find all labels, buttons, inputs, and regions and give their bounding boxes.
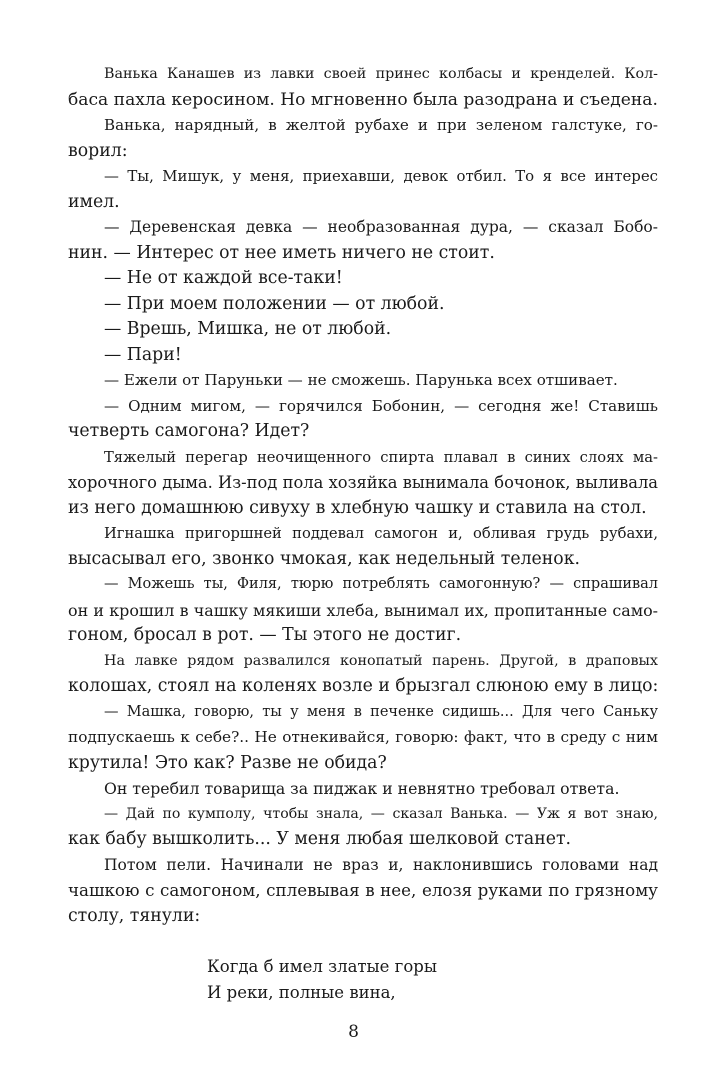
text-line: крутила! Это как? Разве не обида?: [68, 752, 387, 773]
text-line: — Ежели от Паруньки — не сможешь. Парунька всех отшивает.: [104, 371, 618, 389]
verse-line: И реки, полные вина,: [207, 982, 396, 1002]
text-line: — Дай по кумполу, чтобы знала, — сказал Ванька. — Уж я вот знаю,: [104, 805, 658, 822]
text-line: — Пари!: [104, 344, 182, 365]
paragraph: [68, 700, 658, 777]
text-line: — Машка, говорю, ты у меня в печенке сидишь... Для чего Саньку: [104, 703, 658, 720]
paragraph: [68, 572, 658, 649]
text-line: столу, тянули:: [68, 905, 201, 926]
text-line: — При моем положении — от любой.: [104, 293, 445, 314]
text-line: чашкою с самогоном, сплевывая в нее, елозя руками по грязному: [68, 880, 658, 900]
paragraph: [68, 317, 658, 343]
text-line: Потом пели. Начинали не враз и, наклонившись головами над: [104, 855, 658, 874]
text-line: из него домашнюю сивуху в хлебную чашку и ставила на стол.: [68, 497, 647, 518]
paragraph: [68, 445, 658, 522]
text-line: как бабу вышколить... У меня любая шелковой станет.: [68, 829, 572, 849]
text-line: гоном, бросал в рот. — Ты этого не достиг.: [68, 625, 462, 645]
paragraph: [68, 266, 658, 292]
text-line: нин. — Интерес от нее иметь ничего не стоит.: [68, 242, 495, 263]
text-line: он и крошил в чашку мякиши хлеба, вынимал их, пропитанные само-: [68, 600, 658, 620]
text-line: подпускаешь к себе?.. Не отнекивайся, говорю: факт, что в среду с ним: [68, 728, 658, 746]
paragraph: [68, 802, 658, 853]
text-line: Ванька Канашев из лавки своей принес колбасы и кренделей. Кол-: [104, 66, 658, 82]
paragraph: [68, 215, 658, 266]
text-line: — Не от каждой все-таки!: [104, 268, 343, 288]
text-line: Игнашка пригоршней поддевал самогон и, обливая грудь рубахи,: [104, 525, 658, 542]
text-line: колошах, стоял на коленях возле и брызгал слюною ему в лицо:: [68, 676, 659, 696]
paragraph: [68, 292, 658, 318]
paragraph: [68, 62, 658, 113]
text-line: Он теребил товарища за пиджак и невнятно требовал ответа.: [104, 779, 620, 798]
text-line: высасывал его, звонко чмокая, как недельный теленок.: [68, 548, 580, 569]
text-line: — Деревенская девка — необразованная дура, — сказал Бобо-: [104, 218, 658, 236]
body-text: [68, 62, 658, 929]
text-line: хорочного дыма. Из-под пола хозяйка вынимала бочонок, выливала: [68, 473, 658, 492]
paragraph: [68, 394, 658, 445]
text-line: имел.: [68, 191, 120, 212]
paragraph: [68, 649, 658, 700]
paragraph: [68, 368, 658, 394]
text-line: — Ты, Мишук, у меня, приехавши, девок отбил. То я все интерес: [104, 167, 658, 185]
paragraph: [68, 776, 658, 802]
text-line: На лавке рядом развалился конопатый парень. Другой, в драповых: [104, 652, 658, 669]
verse-line: Когда б имел златые горы: [207, 957, 437, 976]
paragraph: [68, 521, 658, 572]
text-line: Ванька, нарядный, в желтой рубахе и при зеленом галстуке, го-: [104, 116, 658, 134]
paragraph: [68, 113, 658, 164]
paragraph: [68, 164, 658, 215]
text-line: Тяжелый перегар неочищенного спирта плавал в синих слоях ма-: [104, 448, 658, 466]
text-line: четверть самогона? Идет?: [68, 421, 310, 441]
paragraph: [68, 853, 658, 930]
text-line: баса пахла керосином. Но мгновенно была разодрана и съедена.: [68, 89, 658, 110]
text-line: — Врешь, Мишка, не от любой.: [104, 319, 392, 339]
text-line: ворил:: [68, 140, 128, 161]
paragraph: [68, 343, 658, 369]
page-number: 8: [348, 1022, 359, 1042]
verse-quote: [207, 954, 437, 1005]
text-line: — Можешь ты, Филя, тюрю потреблять самогонную? — спрашивал: [104, 576, 658, 592]
text-line: — Одним мигом, — горячился Бобонин, — сегодня же! Ставишь: [104, 396, 658, 415]
